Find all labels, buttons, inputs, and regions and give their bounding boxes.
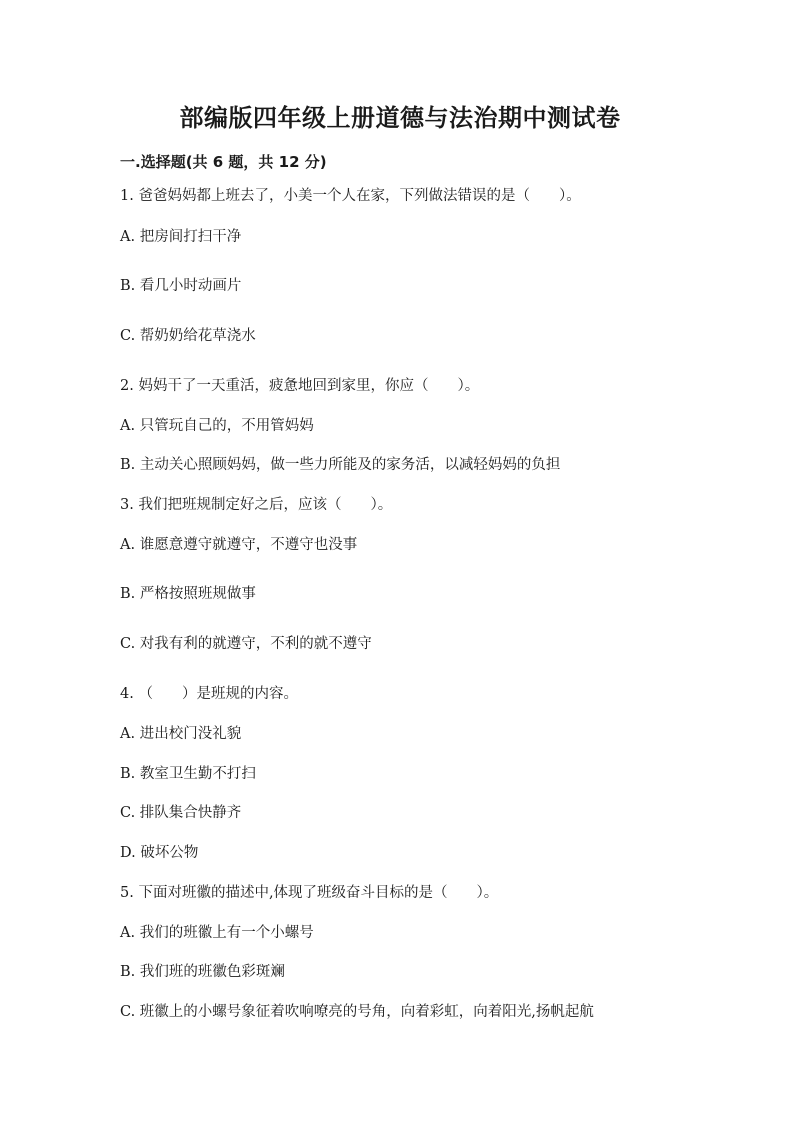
question-5-option-b: B. 我们班的班徽色彩斑斓	[120, 964, 285, 980]
question-2-option-a: A. 只管玩自己的，不用管妈妈	[120, 418, 314, 434]
question-2-stem: 2. 妈妈干了一天重活，疲惫地回到家里，你应（ ）。	[120, 378, 480, 394]
section-heading: 一.选择题(共 6 题，共 12 分)	[120, 153, 327, 171]
question-3-option-b: B. 严格按照班规做事	[120, 586, 256, 602]
question-3-option-c: C. 对我有利的就遵守，不利的就不遵守	[120, 636, 372, 652]
question-4-option-d: D. 破坏公物	[120, 845, 199, 861]
question-2-option-b: B. 主动关心照顾妈妈，做一些力所能及的家务活，以减轻妈妈的负担	[120, 457, 561, 473]
question-5-stem: 5. 下面对班徽的描述中,体现了班级奋斗目标的是（ ）。	[120, 885, 499, 901]
question-1-option-a: A. 把房间打扫干净	[120, 229, 242, 245]
question-3-option-a: A. 谁愿意遵守就遵守，不遵守也没事	[120, 537, 358, 553]
question-1-option-c: C. 帮奶奶给花草浇水	[120, 328, 256, 344]
question-4-option-c: C. 排队集合快静齐	[120, 805, 242, 821]
question-1-stem: 1. 爸爸妈妈都上班去了，小美一个人在家，下列做法错误的是（ ）。	[120, 188, 581, 204]
document-title: 部编版四年级上册道德与法治期中测试卷	[179, 103, 621, 132]
question-5-option-a: A. 我们的班徽上有一个小螺号	[120, 925, 314, 941]
question-5-option-c: C. 班徽上的小螺号象征着吹响嘹亮的号角，向着彩虹，向着阳光,扬帆起航	[120, 1004, 594, 1020]
question-4-option-a: A. 进出校门没礼貌	[120, 726, 242, 742]
question-4-option-b: B. 教室卫生勤不打扫	[120, 766, 256, 782]
question-4-stem: 4. （ ）是班规的内容。	[120, 686, 298, 702]
question-3-stem: 3. 我们把班规制定好之后，应该（ ）。	[120, 497, 393, 513]
question-1-option-b: B. 看几小时动画片	[120, 278, 242, 294]
